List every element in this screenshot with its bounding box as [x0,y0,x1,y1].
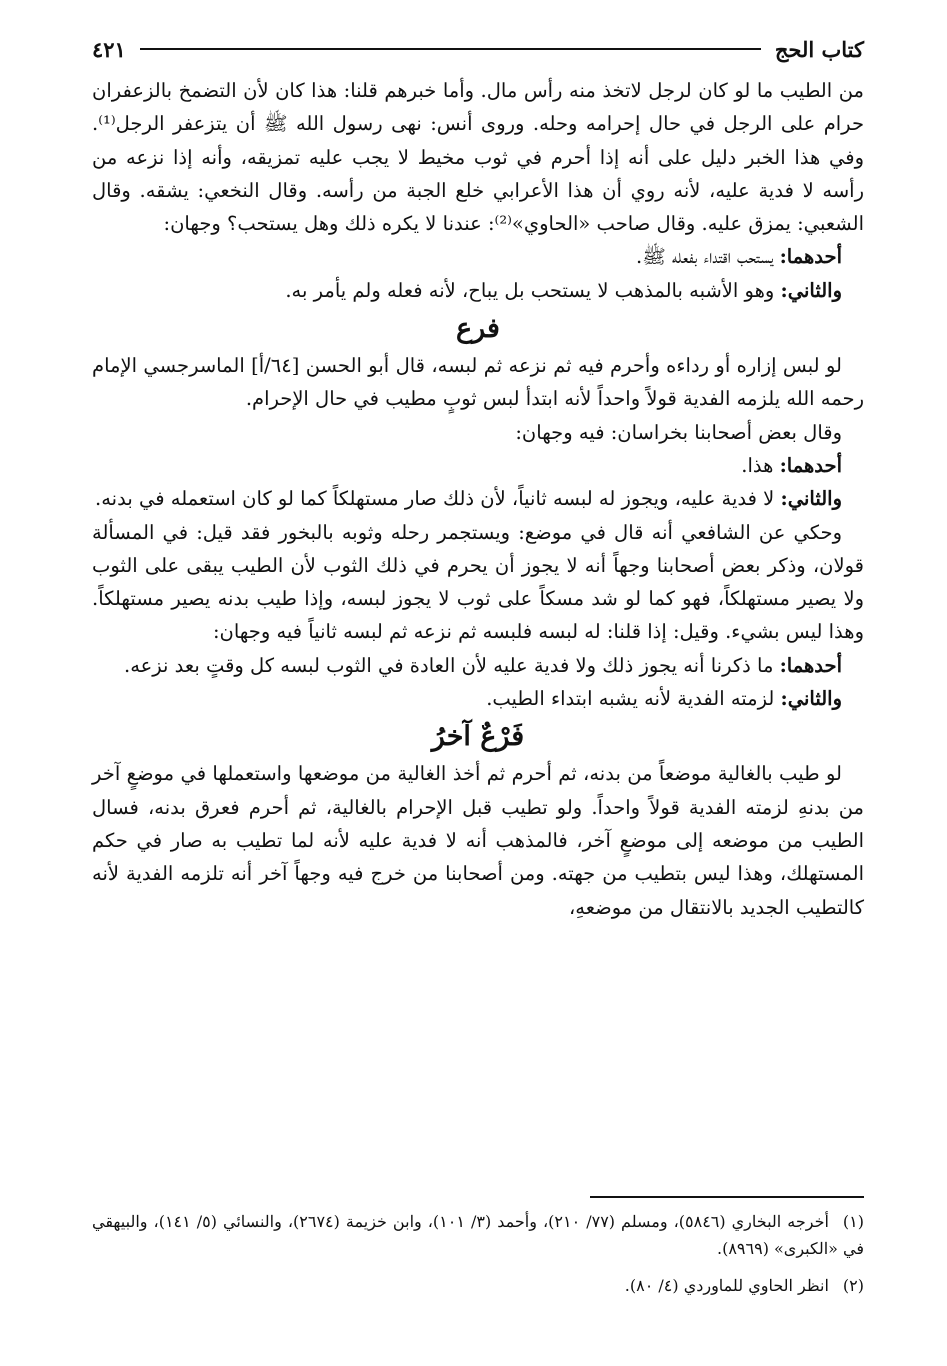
text-second-3: لزمته الفدية لأنه يشبه ابتداء الطيب. [486,687,775,711]
label-first: أحدهما: [779,245,842,269]
footnote-2-number: (٢) [842,1276,864,1295]
label-second-2: والثاني: [780,487,842,511]
page-number: ٤٢١ [92,36,126,62]
paragraph-second-view [92,274,864,307]
paragraph-4: لو لبس إزاره أو رداءه وأحرم فيه ثم نزعه ثم لبسه، قال أبو الحسن [٦٤/أ] الماسرجسي الإمام رحمه الله يلزمه الفدية قولاً واحداً لأنه ابتدأ لبس ثوبٍ مطيب في حال الإحرام. [92,354,864,411]
page-header [92,34,864,64]
text-first-2: هذا. [741,453,774,477]
paragraph-second-view-2 [92,482,864,515]
section-heading-far: فرع [456,313,500,345]
footnote-1-number: (١) [842,1212,864,1231]
footnote-divider [590,1196,864,1198]
paragraph-first-view-2 [92,449,864,482]
footnote-1-text: أخرجه البخاري (٥٨٤٦)، ومسلم (٧٧/ ٢١٠)، وأحمد (٣/ ١٠١)، وابن خزيمة (٢٦٧٤)، والنسائي (٥/ ١٤١)، والبيهقي في «الكبرى» (٨٩٦٩). [92,1212,864,1258]
paragraph-8: وحكي عن الشافعي أنه قال في موضع: ويستجمر رحله وثوبه بالبخور فقد قيل: في المسألة قولان، وذكر بعض أصحابنا وجهاً أنه لا يجوز أن يحرم في ذلك الثوب لأن الطيب يبقى على الثوب ولا يصير مستهلكاً، فهو كما لو شد مسكاً على ثوب لا يجوز لبسه، وإذا طيب بدنه يصير مستهلكاً. وهذا ليس بشيء. وقيل: إذا قلنا: له لبسه فلبسه ثم نزعه ثم لبسه ثانياً فيه وجهان: [92,520,865,644]
paragraph-second-view-3 [92,682,864,715]
paragraph-first-view-3 [92,649,864,682]
text-second: وهو الأشبه بالمذهب لا يستحب بل يباح، لأنه فعله ولم يأمر به. [285,278,775,302]
paragraph-11: لو طيب بالغالية موضعاً من بدنه، ثم أحرم ثم أخذ الغالية من موضعها واستعملها في موضعٍ آخر من بدنهِ لزمته الفدية قولاً واحداً. ولو تطيب قبل الإحرام بالغالية، ثم أحرم فعرق بدنه، فسال الطيب من موضعه إلى موضعٍ آخر، فالمذهب أنه لا فدية عليه لأنه لما تطيب به صار في حكم المستهلك، وهذا ليس بتطيب من جهته. ومن أصحابنا من خرج فيه وجهاً آخر أنه تلزمه الفدية لأنه كالتطيب الجديد بالانتقال من موضعهِ، [92,762,864,919]
footnote-1 [92,1208,864,1262]
book-title: كتاب الحج [774,36,864,62]
footnote-2-text: انظر الحاوي للماوردي (٤/ ٨٠). [624,1276,829,1295]
label-second-3: والثاني: [780,687,842,711]
section-heading-far-akhar: فَرْعٌ آخرُ [431,721,525,753]
main-text [92,74,864,924]
paragraph-1: من الطيب ما لو كان لرجل لاتخذ منه رأس مال. وأما خبرهم قلنا: هذا كان لأن التضمخ بالزعفران حرام على الرجل في حال إحرامه وحله. وروى أنس: نهى رسول الله ﷺ أن يتزعفر الرجل⁽¹⁾. وفي هذا الخبر دليل على أنه إذا أحرم في ثوب مخيط لا يجب عليه تمزيقه، وأنه إذا نزعه من رأسه لا فدية عليه، لأنه روي أن هذا الأعرابي خلع الجبة من رأسه. وقال النخعي: يشقه. وقال الشعبي: يمزق عليه. وقال صاحب «الحاوي»⁽²⁾: عندنا لا يكره ذلك وهل يستحب؟ وجهان: [92,79,864,236]
text-first-3: ما ذكرنا أنه يجوز ذلك ولا فدية عليه لأن العادة في الثوب لبسه كل وقتٍ بعد نزعه. [124,653,774,677]
paragraph-5: وقال بعض أصحابنا بخراسان: فيه وجهان: [515,420,842,444]
footnotes [92,1208,864,1309]
paragraph-first-view [92,240,864,273]
label-second: والثاني: [780,278,842,302]
text-second-2: لا فدية عليه، ويجوز له لبسه ثانياً، لأن ذلك صار مستهلكاً كما لو كان استعمله في بدنه. [95,487,775,511]
footnote-2 [92,1272,864,1299]
label-first-2: أحدهما: [779,453,842,477]
text-first: يستحب اقتداء بفعله ﷺ. [636,245,774,269]
header-rule [140,48,761,50]
label-first-3: أحدهما: [779,653,842,677]
